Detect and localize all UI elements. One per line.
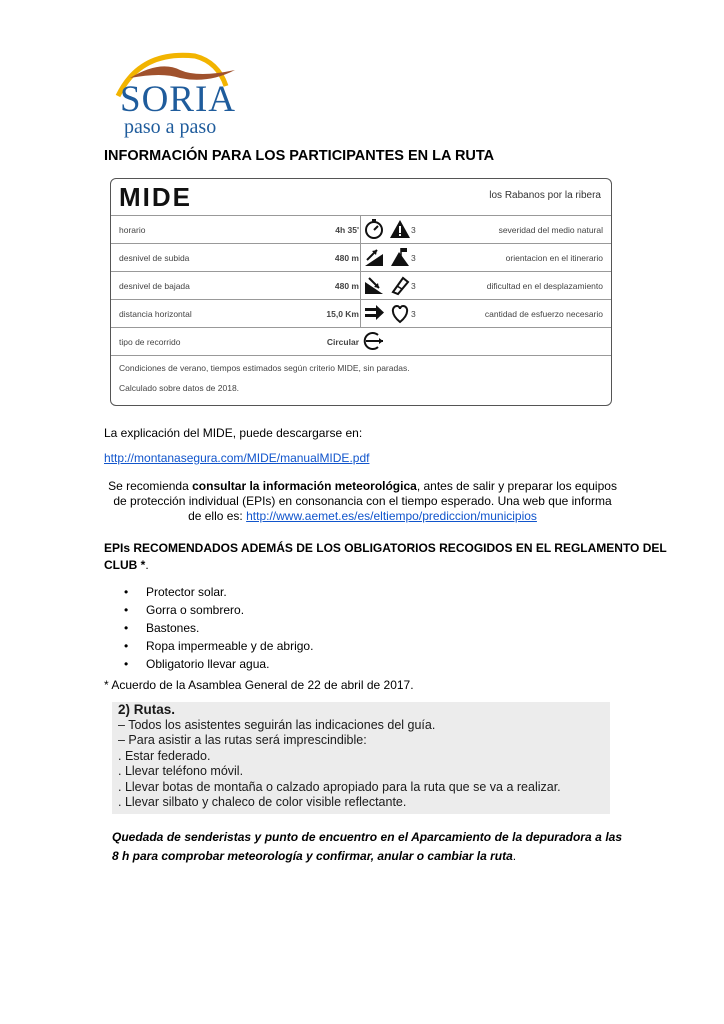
rules-excerpt	[112, 702, 610, 814]
mide-logo: MIDE	[119, 182, 192, 212]
orientation-icon	[389, 246, 411, 268]
effort-icon	[389, 302, 411, 324]
mide-row-label: distancia horizontal	[119, 309, 192, 319]
circular-icon	[363, 330, 385, 352]
list-item	[124, 585, 313, 603]
bullet-icon: •	[124, 657, 129, 671]
rules-line: – Todos los asistentes seguirán las indicaciones del guía.	[118, 717, 436, 732]
weather-line-1	[100, 479, 625, 494]
mide-row-value: 480 m	[334, 253, 359, 263]
rules-title: 2) Rutas.	[118, 702, 176, 717]
list-item-text: Gorra o sombrero.	[146, 603, 245, 617]
mide-row-value: 4h 35'	[335, 225, 359, 235]
mide-row-value: Circular	[326, 337, 359, 347]
bullet-icon: •	[124, 585, 129, 599]
rules-line: . Llevar silbato y chaleco de color visible reflectante.	[118, 795, 407, 809]
mide-row-value: 480 m	[334, 281, 359, 291]
epis-heading-line-1: EPIs RECOMENDADOS ADEMÁS DE LOS OBLIGATORIOS RECOGIDOS EN EL REGLAMENTO DEL	[104, 541, 667, 555]
aemet-link[interactable]: http://www.aemet.es/es/eltiempo/prediccion/municipios	[246, 509, 537, 523]
mide-manual-link[interactable]: http://montanasegura.com/MIDE/manualMIDE.pdf	[104, 451, 370, 465]
descent-icon	[363, 274, 385, 296]
mide-row-score: 3	[411, 309, 416, 319]
epis-heading-suffix: .	[145, 558, 149, 572]
weather-emphasis: consultar la información meteorológica	[192, 479, 417, 493]
mide-route-name: los Rabanos por la ribera	[489, 190, 601, 201]
mide-row-label: horario	[119, 225, 146, 235]
logo-title: SORIA	[120, 79, 237, 120]
weather-line-3	[100, 509, 625, 524]
mide-row-label: desnivel de subida	[119, 253, 190, 263]
mide-header	[111, 179, 611, 216]
list-item	[124, 639, 313, 657]
ascent-icon	[363, 246, 385, 268]
bullet-icon: •	[124, 603, 129, 617]
mide-row	[111, 271, 611, 300]
weather-text: de ello es:	[188, 509, 247, 523]
mide-footer-date: Calculado sobre datos de 2018.	[119, 383, 240, 393]
page-heading: INFORMACIÓN PARA LOS PARTICIPANTES EN LA RUTA	[104, 148, 495, 164]
stopwatch-icon	[363, 218, 385, 240]
epis-heading-club: CLUB *	[104, 558, 146, 572]
rules-line: . Llevar botas de montaña o calzado apropiado para la ruta que se va a realizar.	[118, 779, 561, 794]
mide-row-label: tipo de recorrido	[119, 337, 181, 347]
mide-row	[111, 243, 611, 272]
bullet-icon: •	[124, 621, 129, 635]
bullet-icon: •	[124, 639, 129, 653]
list-item	[124, 621, 313, 639]
meeting-suffix: .	[512, 849, 517, 863]
mide-row-label: desnivel de bajada	[119, 281, 190, 291]
agreement-note: * Acuerdo de la Asamblea General de 22 de abril de 2017.	[104, 678, 414, 692]
weather-paragraph	[100, 479, 625, 524]
mide-explanation-text: La explicación del MIDE, puede descargarse en:	[104, 426, 363, 440]
arrow-icon	[363, 302, 385, 324]
mide-row-score: 3	[411, 281, 416, 291]
mide-row-score: 3	[411, 253, 416, 263]
mide-row-description: cantidad de esfuerzo necesario	[484, 309, 603, 319]
mide-row-value: 15,0 Km	[326, 309, 359, 319]
weather-line-2: de protección individual (EPIs) en consonancia con el tiempo esperado. Una web que informa	[113, 494, 612, 508]
list-item-text: Ropa impermeable y de abrigo.	[146, 639, 314, 653]
list-item	[124, 603, 313, 621]
list-item	[124, 657, 313, 675]
meeting-text: Quedada de senderistas y punto de encuentro en el Aparcamiento de la depuradora a las 8 h para comprobar meteorología y confirmar, anular o cambiar la ruta	[112, 830, 622, 863]
mide-row-description: severidad del medio natural	[498, 225, 603, 235]
logo-subtitle: paso a paso	[124, 116, 217, 138]
mide-card	[110, 178, 612, 406]
weather-text: , antes de salir y preparar los equipos	[416, 479, 617, 493]
mide-row-description: orientacion en el itinerario	[505, 253, 603, 263]
epis-heading	[104, 541, 667, 573]
weather-text: Se recomienda	[108, 479, 193, 493]
mide-row	[111, 299, 611, 328]
mide-row-score: 3	[411, 225, 416, 235]
mide-row-description: dificultad en el desplazamiento	[486, 281, 603, 291]
mide-footer-conditions: Condiciones de verano, tiempos estimados según criterio MIDE, sin paradas.	[119, 363, 410, 373]
rules-line: – Para asistir a las rutas será imprescindible:	[118, 733, 367, 747]
mide-row	[111, 215, 611, 244]
meeting-point-text	[112, 828, 622, 866]
rules-line: . Estar federado.	[118, 748, 211, 763]
list-item-text: Obligatorio llevar agua.	[146, 657, 270, 671]
list-item-text: Protector solar.	[146, 585, 227, 599]
list-item-text: Bastones.	[146, 621, 200, 635]
boot-icon	[389, 274, 411, 296]
mide-row	[111, 327, 611, 356]
soria-logo	[100, 48, 240, 140]
rules-line: . Llevar teléfono móvil.	[118, 764, 244, 778]
epis-heading-line-2	[104, 558, 667, 573]
epis-list	[124, 585, 313, 675]
warning-icon	[389, 218, 411, 240]
